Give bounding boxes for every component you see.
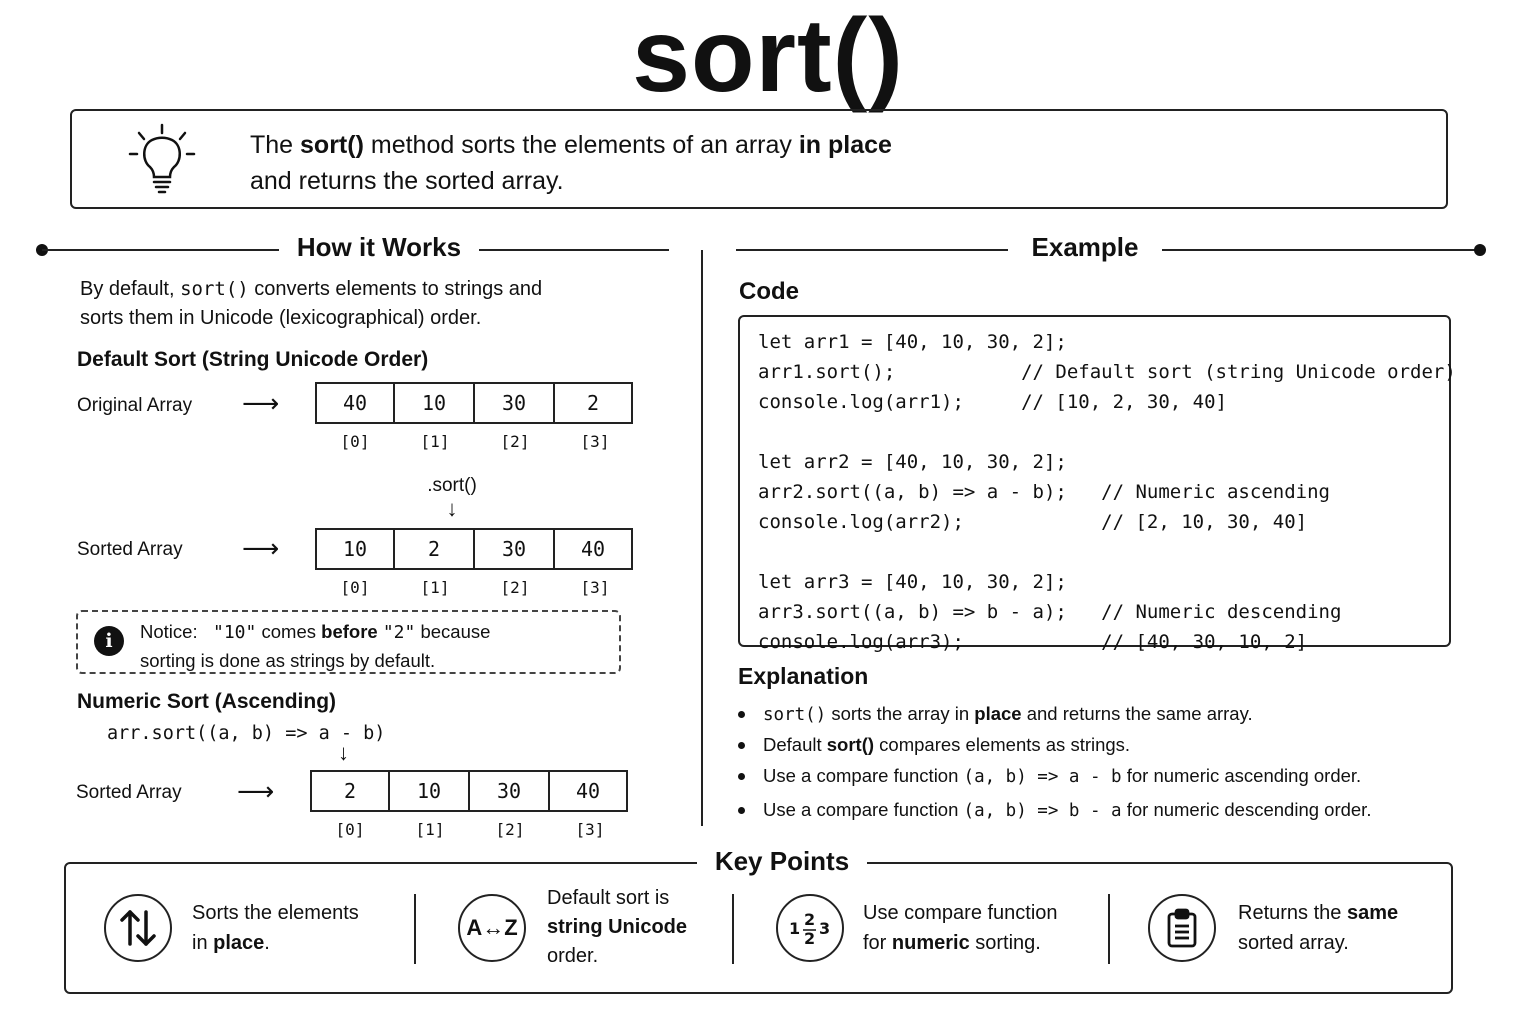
lightbulb-icon [124, 123, 200, 199]
notice-box [76, 610, 621, 674]
key-point-2 [547, 884, 687, 971]
array-cell: 40 [550, 770, 628, 812]
explanation-heading: Explanation [738, 663, 869, 689]
sort-call-label: .sort() [427, 475, 477, 496]
key-heading-wrap [0, 846, 1536, 877]
bullet-text: for numeric ascending order. [1121, 765, 1362, 786]
code-line: let arr3 = [40, 10, 30, 2]; [758, 571, 1067, 593]
code-line: arr2.sort((a, b) => a - b); // Numeric ascending [758, 481, 1330, 503]
notice-text-part: comes [256, 621, 322, 642]
array-index: [1] [420, 432, 450, 451]
explanation-bullet [763, 764, 1361, 789]
bullet-code: (a, b) => a - b [963, 767, 1122, 787]
svg-text:2: 2 [804, 929, 816, 948]
notice-before: before [321, 621, 378, 642]
how-intro-code: sort() [180, 278, 249, 300]
rule-dot [1474, 244, 1486, 256]
how-heading-wrap [0, 232, 758, 263]
sorted-array-label: Sorted Array [77, 539, 183, 560]
key-point-4 [1238, 898, 1398, 958]
column-divider [701, 250, 703, 826]
code-line: let arr2 = [40, 10, 30, 2]; [758, 451, 1067, 473]
intro-text-part: The [250, 131, 301, 159]
intro-text-part: method sorts the elements of an array [363, 131, 799, 159]
array-index: [0] [340, 432, 370, 451]
array-index: [2] [500, 578, 530, 597]
notice-line-2: sorting is done as strings by default. [140, 650, 436, 671]
key-point-bold: same [1346, 902, 1399, 924]
code-line [758, 417, 1456, 447]
explanation-bullet [763, 702, 1253, 727]
numeric-sorted-array [310, 770, 628, 812]
array-cell: 2 [310, 770, 390, 812]
info-icon: i [94, 626, 124, 656]
up-down-arrows-icon [104, 894, 172, 962]
notice-text [140, 618, 490, 675]
code-heading: Code [739, 278, 799, 305]
intro-box [70, 109, 1448, 209]
bullet-text: Use a compare function [763, 799, 964, 820]
array-cell: 40 [555, 528, 633, 570]
code-line: console.log(arr2); // [2, 10, 30, 40] [758, 511, 1308, 533]
array-index: [0] [340, 578, 370, 597]
key-point-bold: string Unicode [547, 916, 688, 938]
up-down-arrows-svg [116, 906, 160, 950]
code-block [738, 315, 1456, 653]
notice-quote: "10" [213, 622, 257, 643]
array-index: [0] [335, 820, 365, 839]
bullet-text: sorts the array in [826, 703, 975, 724]
array-cell: 30 [475, 382, 555, 424]
code-line: arr3.sort((a, b) => b - a); // Numeric descending [758, 601, 1342, 623]
array-index: [3] [580, 578, 610, 597]
numeric-sort-code: arr.sort((a, b) => a - b) [107, 723, 386, 744]
key-points-heading: Key Points [697, 846, 867, 876]
key-point-text: Returns the [1238, 902, 1347, 924]
array-cell: 10 [390, 770, 470, 812]
bullet-bold: place [974, 703, 1022, 724]
key-point-1 [192, 898, 359, 958]
bullet-text: for numeric descending order. [1121, 799, 1372, 820]
array-cell: 30 [470, 770, 550, 812]
page-title: sort() [632, 0, 904, 114]
how-heading: How it Works [279, 232, 479, 262]
notice-text-part: because [415, 621, 491, 642]
default-sort-heading: Default Sort (String Unicode Order) [77, 348, 429, 371]
bullet-text: Default [763, 734, 827, 755]
notice-quote: "2" [382, 622, 416, 643]
array-cell: 30 [475, 528, 555, 570]
key-point-text: order. [547, 945, 599, 967]
how-intro-part: By default, [80, 278, 181, 300]
intro-text [250, 127, 892, 199]
sorted-indices [315, 578, 635, 597]
bullet-bold: sort() [826, 734, 875, 755]
a-to-z-icon [458, 894, 526, 962]
code-line: console.log(arr3); // [40, 30, 10, 2] [758, 631, 1308, 653]
original-array [315, 382, 633, 424]
svg-text:2: 2 [804, 910, 816, 929]
array-index: [3] [580, 432, 610, 451]
bullet-text: and returns the same array. [1021, 703, 1253, 724]
svg-text:3: 3 [819, 919, 831, 938]
key-separator [1108, 894, 1110, 964]
array-index: [3] [575, 820, 605, 839]
key-point-text: for [863, 932, 892, 954]
how-intro-part: converts elements to strings and [248, 278, 543, 300]
key-separator [732, 894, 734, 964]
key-point-text: Sorts the elements [192, 902, 359, 924]
key-point-text: Default sort is [547, 887, 670, 909]
key-point-3 [863, 898, 1058, 958]
array-index: [1] [415, 820, 445, 839]
numeric-indices [310, 820, 630, 839]
right-arrow-icon: ⟶ [242, 388, 280, 418]
code-line: console.log(arr1); // [10, 2, 30, 40] [758, 391, 1227, 413]
a-to-z-icon-text: A↔Z [466, 915, 518, 940]
array-index: [2] [500, 432, 530, 451]
right-arrow-icon: ⟶ [237, 776, 275, 806]
clipboard-icon [1148, 894, 1216, 962]
example-heading: Example [1008, 232, 1163, 262]
array-cell: 10 [315, 528, 395, 570]
intro-line-2: and returns the sorted array. [250, 167, 564, 195]
key-point-text: in [192, 932, 214, 954]
how-intro [80, 275, 542, 333]
down-arrow-icon: ↓ [338, 740, 349, 765]
numeric-sorted-label: Sorted Array [76, 782, 182, 803]
explanation-bullet [763, 798, 1371, 823]
explanation-bullet [763, 733, 1130, 757]
original-indices [315, 432, 635, 451]
svg-text:1: 1 [789, 919, 801, 938]
code-line [758, 537, 1456, 567]
intro-in-place: in place [798, 131, 892, 159]
numeric-sort-heading: Numeric Sort (Ascending) [77, 690, 337, 713]
bullet-code: (a, b) => b - a [963, 801, 1122, 821]
array-cell: 40 [315, 382, 395, 424]
intro-method-name: sort() [300, 131, 364, 159]
down-arrow-icon: ↓ [446, 496, 458, 521]
array-index: [2] [495, 820, 525, 839]
code-line: arr1.sort(); // Default sort (string Unicode order) [758, 361, 1456, 383]
numbers-svg [785, 906, 835, 950]
key-points-box [64, 862, 1453, 994]
bullet-text: Use a compare function [763, 765, 964, 786]
numbers-icon [776, 894, 844, 962]
array-cell: 2 [395, 528, 475, 570]
key-point-text: sorting. [969, 932, 1041, 954]
original-array-label: Original Array [77, 395, 193, 416]
key-point-text: . [264, 932, 270, 954]
code-line: let arr1 = [40, 10, 30, 2]; [758, 331, 1067, 353]
notice-label: Notice: [140, 621, 198, 642]
bullet-text: compares elements as strings. [874, 734, 1131, 755]
how-intro-line-2: sorts them in Unicode (lexicographical) order. [80, 307, 482, 329]
array-index: [1] [420, 578, 450, 597]
key-point-text: sorted array. [1238, 932, 1349, 954]
key-separator [414, 894, 416, 964]
sorted-array [315, 528, 633, 570]
key-point-bold: place [213, 932, 265, 954]
array-cell: 10 [395, 382, 475, 424]
bullet-code: sort() [763, 705, 827, 725]
key-point-bold: numeric [891, 932, 970, 954]
clipboard-svg [1162, 906, 1202, 950]
key-point-text: Use compare function [863, 902, 1058, 924]
example-heading-wrap [736, 232, 1434, 263]
array-cell: 2 [555, 382, 633, 424]
right-arrow-icon: ⟶ [242, 533, 280, 563]
code-lines [758, 327, 1456, 657]
